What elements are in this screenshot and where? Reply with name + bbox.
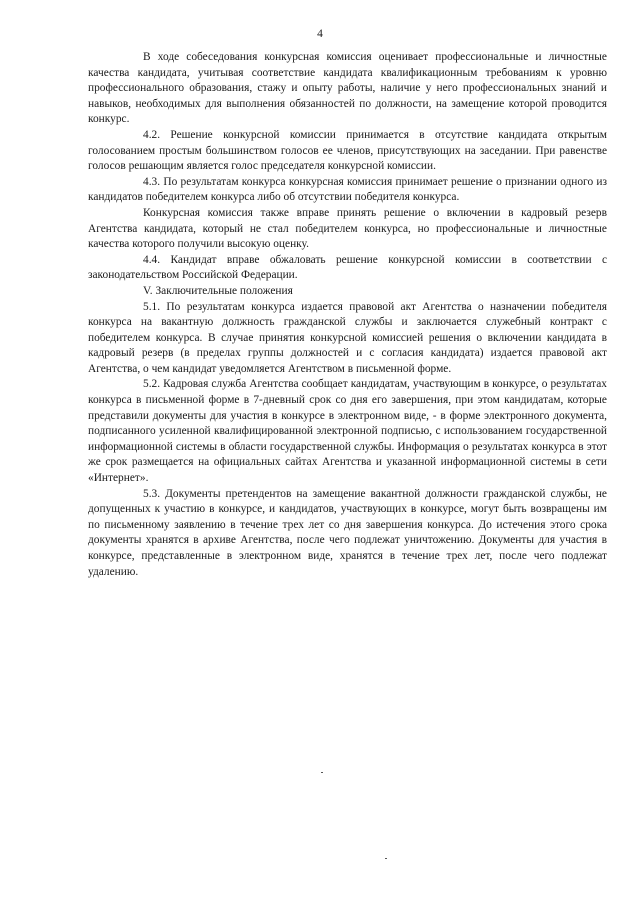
paragraph-4-4: 4.4. Кандидат вправе обжаловать решение конкурсной комиссии в соответствии с законодательством Российской Федерации. (88, 253, 607, 282)
scan-speck (385, 858, 387, 859)
scan-speck (321, 772, 323, 773)
paragraph-5-3: 5.3. Документы претендентов на замещение вакантной должности гражданской службы, не допущенных к участию в конкурсе, и кандидатов, участвующих в конкурсе, могут быть возвращены им по письменному заявлению в течение трех лет со дня завершения конкурса. До истечения этого срока документы хранятся в архиве Агентства, после чего подлежат уничтожению. Документы для участия в конкурсе, представленные в электронном виде, хранятся в течение трех лет, после чего подлежат удалению. (88, 487, 607, 578)
section-heading: V. Заключительные положения (143, 284, 293, 297)
paragraph-5-1: 5.1. По результатам конкурса издается правовой акт Агентства о назначении победителя конкурса на вакантную должность гражданской службы и заключается служебный контракт с победителем конкурса. В случае принятия конкурсной комиссией решения о включении кандидата в кадровый резерв (в пределах группы должностей и с согласия кандидата) издается правовой акт Агентства, о чем кандидат уведомляется Агентством в письменной форме. (88, 300, 607, 375)
page-number: 4 (317, 28, 323, 40)
document-body (88, 50, 607, 580)
paragraph-personnel-reserve: Конкурсная комиссия также вправе принять решение о включении в кадровый резерв Агентства кандидата, который не стал победителем конкурса, но профессиональные и личностные качества которого получили высокую оценку. (88, 206, 607, 251)
paragraph-5-2: 5.2. Кадровая служба Агентства сообщает кандидатам, участвующим в конкурсе, о результатах конкурса в письменной форме в 7-дневный срок со дня его завершения, при этом кандидатам, которые представили документы для участия в конкурсе в электронном виде, - в форме электронного документа, подписанного усиленной квалифицированной электронной подписью, с использованием государственной информационной системы в области государственной службы. Информация о результатах конкурса в этот же срок размещается на официальных сайтах Агентства и указанной информационной системы в сети «Интернет». (88, 378, 607, 485)
paragraph-4-2: 4.2. Решение конкурсной комиссии принимается в отсутствие кандидата открытым голосованием простым большинством голосов ее членов, присутствующих на заседании. При равенстве голосов решающим является голос председателя конкурсной комиссии. (88, 128, 607, 173)
paragraph-interview-assessment: В ходе собеседования конкурсная комиссия оценивает профессиональные и личностные качества кандидата, учитывая соответствие кандидата квалификационным требованиям к уровню профессионального образования, стажу и опыту работы, наличие у него профессиональных знаний и навыков, необходимых для выполнения обязанностей по должности, на замещение которой проводится конкурс. (88, 51, 607, 126)
paragraph-4-3: 4.3. По результатам конкурса конкурсная комиссия принимает решение о признании одного из кандидатов победителем конкурса либо об отсутствии победителя конкурса. (88, 175, 607, 204)
